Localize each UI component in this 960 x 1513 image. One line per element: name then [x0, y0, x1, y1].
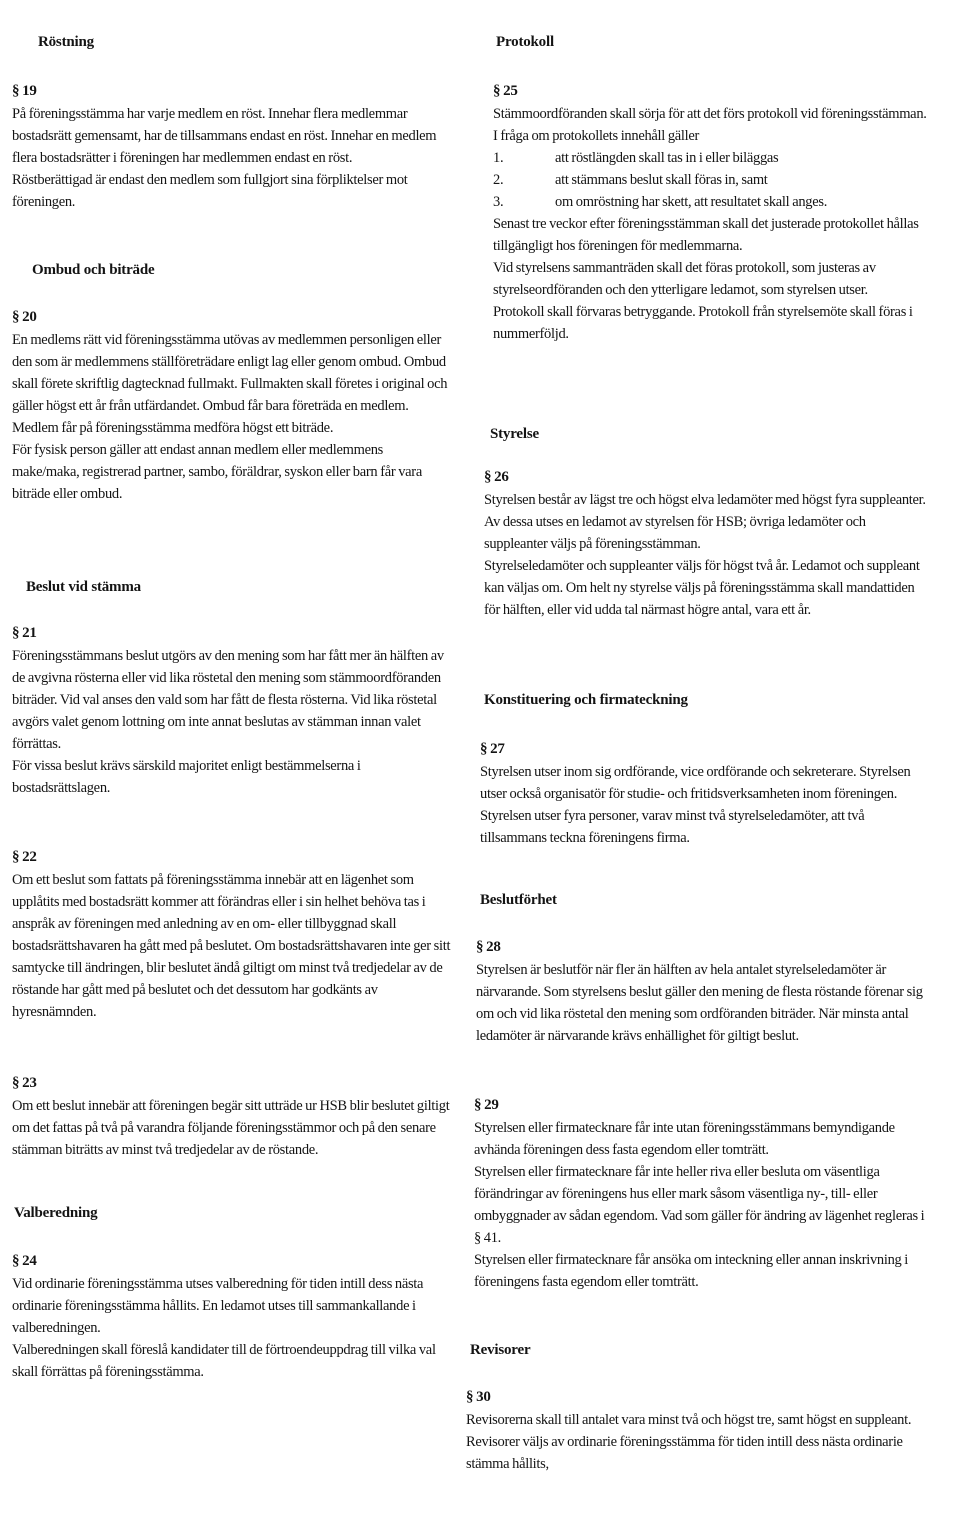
section-number: § 19 [12, 83, 37, 99]
text: Om ett beslut som fattats på föreningsstämma innebär att en lägenhet som upplåtits med bostadsrätt kommer att förändras eller i sin helhet behöva tas i anspråk av föreningen med anledning av en om- eller tillbyggnad skall bostadsrättshavaren ha gått med på beslutet. Om bostadsrättshavaren inte ger sitt samtycke till ändringen, blir beslutet ändå giltigt om minst två tredjedelar av de röstande har gått med på beslutet och det dessutom har godkänts av hyresnämnden. [12, 872, 451, 1020]
section-number: § 28 [476, 939, 501, 955]
paragraph-22 [12, 846, 452, 1023]
paragraph-20 [12, 306, 452, 505]
section-heading-beslutforhet: Beslutförhet [480, 892, 557, 908]
text: Styrelsen är beslutför när fler än hälften av hela antalet styrelseledamöter är närvarande. Som styrelsens beslut gäller den mening de flesta röstande förenar sig om och vid lika röstetal den mening som ordföranden biträder. När minsta antal ledamöter är närvarande krävs enhällighet för giltigt beslut. [476, 962, 923, 1044]
text: Styrelsen eller firmatecknare får inte utan föreningsstämmans bemyndigande avhända föreningen dess fasta egendom eller tomträtt. [474, 1120, 895, 1158]
paragraph-27 [480, 738, 928, 849]
section-number: § 29 [474, 1097, 499, 1113]
section-number: § 30 [466, 1389, 491, 1405]
section-number: § 27 [480, 741, 505, 757]
paragraph-30 [466, 1386, 928, 1475]
list-number: 3. [493, 194, 504, 210]
text: Protokoll skall förvaras betryggande. Protokoll från styrelsemöte skall föras i nummerföljd. [493, 304, 913, 342]
text: Föreningsstämmans beslut utgörs av den mening som har fått mer än hälften av de avgivna rösterna eller vid lika röstetal den mening som stämmoordföranden biträder. Vid val anses den vald som har fått de flesta rösterna. Vid lika röstetal avgörs valet genom lottning om inte annat beslutas av stämman innan valet förrättas. [12, 648, 444, 752]
paragraph-19 [12, 80, 452, 213]
text: På föreningsstämma har varje medlem en röst. Innehar flera medlemmar bostadsrätt gemensamt, har de tillsammans endast en röst. Innehar en medlem flera bostadsrätter i föreningen har medlemmen endast en röst. [12, 106, 437, 166]
paragraph-25 [493, 80, 933, 345]
section-heading-valberedning: Valberedning [14, 1205, 98, 1221]
section-heading-beslut: Beslut vid stämma [26, 579, 141, 595]
list-item [493, 169, 933, 191]
paragraph-23 [12, 1072, 452, 1161]
text: Styrelsen består av lägst tre och högst elva ledamöter med högst fyra suppleanter. Av dessa utses en ledamot av styrelsen för HSB; övriga ledamöter och suppleanter väljs på föreningsstämman. [484, 492, 926, 552]
text: En medlems rätt vid föreningsstämma utövas av medlemmen personligen eller den som är medlemmens ställföreträdare enligt lag eller genom ombud. Ombud skall förete skriftlig dagtecknad fullmakt. Fullmakten skall företes i original och gäller högst ett år från utfärdandet. Ombud får bara företräda en medlem. [12, 332, 448, 414]
text: Medlem får på föreningsstämma medföra högst ett biträde. [12, 420, 334, 436]
section-number: § 20 [12, 309, 37, 325]
section-heading-ombud: Ombud och biträde [32, 262, 155, 278]
section-number: § 23 [12, 1075, 37, 1091]
text: Styrelsen eller firmatecknare får inte heller riva eller besluta om väsentliga förändringar av föreningens hus eller mark såsom väsentliga ny-, till- eller ombyggnader av sådan egendom. Vad som gäller för ändring av lägenhet regleras i § 41. [474, 1164, 925, 1246]
section-number: § 24 [12, 1253, 37, 1269]
list-number: 1. [493, 150, 504, 166]
list-text: att stämmans beslut skall föras in, samt [555, 172, 768, 188]
paragraph-24 [12, 1250, 452, 1383]
text: Om ett beslut innebär att föreningen begär sitt utträde ur HSB blir beslutet giltigt om det fattas på två på varandra följande föreningsstämmor och på den senare stämman biträtts av minst två tredjedelar av de röstande. [12, 1098, 450, 1158]
text: Revisorerna skall till antalet vara minst två och högst tre, samt högst en suppleant. Revisorer väljs av ordinarie föreningsstämma för tiden intill dess nästa ordinarie stämma hållits, [466, 1412, 912, 1472]
list-text: att röstlängden skall tas in i eller biläggas [555, 150, 779, 166]
section-number: § 25 [493, 83, 518, 99]
list-item [493, 147, 933, 169]
text: Styrelsen eller firmatecknare får ansöka om inteckning eller annan inskrivning i föreningens fasta egendom eller tomträtt. [474, 1252, 909, 1290]
list-text: om omröstning har skett, att resultatet skall anges. [555, 194, 828, 210]
paragraph-21 [12, 622, 452, 799]
section-heading-styrelse: Styrelse [490, 426, 539, 442]
text: Styrelsen utser fyra personer, varav minst två styrelseledamöter, att två tillsammans teckna föreningens firma. [480, 808, 865, 846]
section-number: § 22 [12, 849, 37, 865]
section-heading-rostning: Röstning [38, 34, 94, 50]
text: Styrelseledamöter och suppleanter väljs för högst två år. Ledamot och suppleant kan väljas om. Om helt ny styrelse väljs på föreningsstämma skall mandattiden för hälften, eller vid udda tal närmast högre antal, vara ett år. [484, 558, 920, 618]
section-heading-konstituering: Konstituering och firmateckning [484, 692, 688, 708]
paragraph-26 [484, 466, 930, 621]
section-number: § 21 [12, 625, 37, 641]
text: Styrelsen utser inom sig ordförande, vice ordförande och sekreterare. Styrelsen utser också organisatör för studie- och fritidsverksamheten inom föreningen. [480, 764, 911, 802]
text: Valberedningen skall föreslå kandidater till de förtroendeuppdrag till vilka val skall förrättas på föreningsstämma. [12, 1342, 436, 1380]
text: Senast tre veckor efter föreningsstämman skall det justerade protokollet hållas tillgängligt hos föreningen för medlemmarna. [493, 216, 919, 254]
text: För vissa beslut krävs särskild majoritet enligt bestämmelserna i bostadsrättslagen. [12, 758, 361, 796]
text: Stämmoordföranden skall sörja för att det förs protokoll vid föreningsstämman. I fråga om protokollets innehåll gäller [493, 106, 927, 144]
section-heading-revisorer: Revisorer [470, 1342, 531, 1358]
text: Röstberättigad är endast den medlem som fullgjort sina förpliktelser mot föreningen. [12, 172, 408, 210]
paragraph-28 [476, 936, 928, 1047]
section-number: § 26 [484, 469, 509, 485]
text: För fysisk person gäller att endast annan medlem eller medlemmens make/maka, registrerad partner, sambo, föräldrar, syskon eller barn får vara biträde eller ombud. [12, 442, 422, 502]
text: Vid styrelsens sammanträden skall det föras protokoll, som justeras av styrelseordföranden och den ytterligare ledamot, som styrelsen utser. [493, 260, 876, 298]
list-item [493, 191, 933, 213]
paragraph-29 [474, 1094, 928, 1293]
list-number: 2. [493, 172, 504, 188]
section-heading-protokoll: Protokoll [496, 34, 554, 50]
text: Vid ordinarie föreningsstämma utses valberedning för tiden intill dess nästa ordinarie föreningsstämma hållits. En ledamot utses till sammankallande i valberedningen. [12, 1276, 424, 1336]
